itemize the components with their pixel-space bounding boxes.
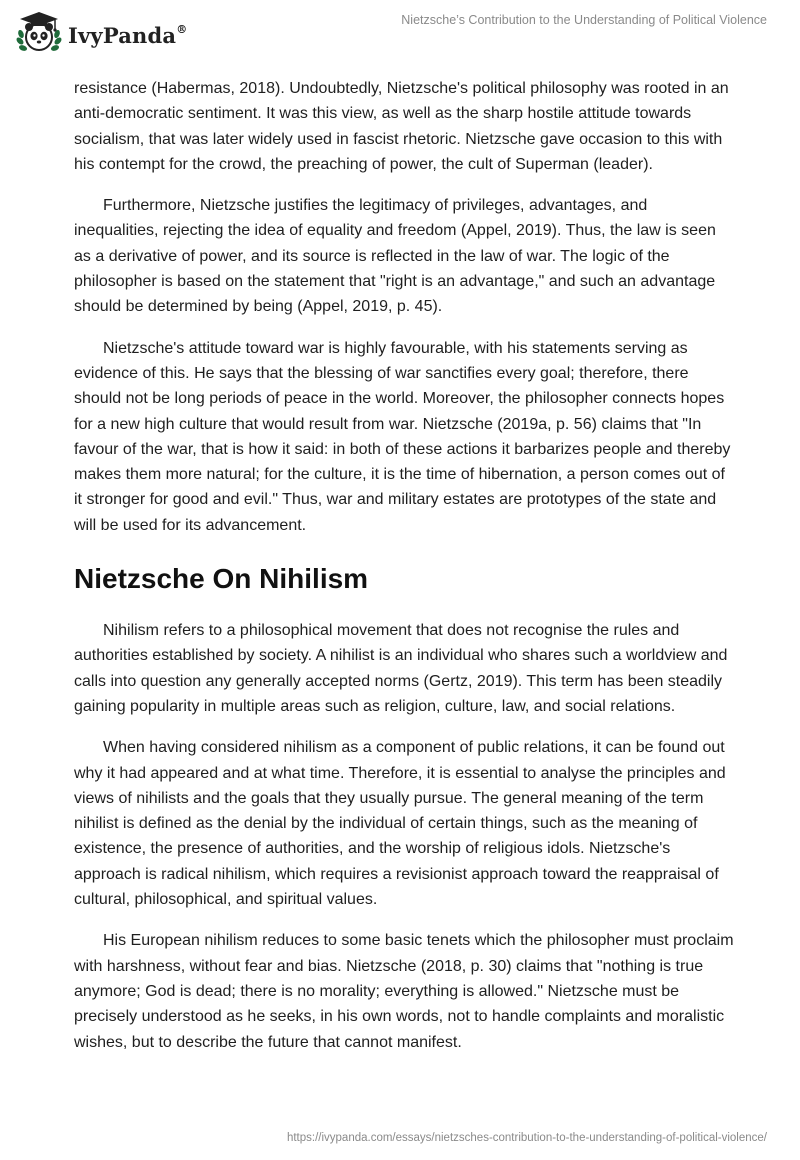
paragraph: Nietzsche's attitude toward war is highly favourable, with his statements serving as evidence of this. He says that the blessing of war sanctifies every goal; therefore, there should not be long periods of peace in the world. Moreover, the philosopher connects hopes for a new high culture that would result from war. Nietzsche (2019a, p. 56) claims that "In favour of the war, that is how it said: in both of these actions it barbarizes people and thereby makes them more natural; for the culture, it is the time of hibernation, a person comes out of it stronger for good and evil." Thus, war and military estates are prototypes of the state and will be used for its advancement. [74,339,731,534]
paragraph: When having considered nihilism as a component of public relations, it can be found out why it had appeared and at what time. Therefore, it is essential to analyse the principles and views of nihilists and the goals that they usually pursue. The general meaning of the term nihilist is defined as the denial by the individual of certain things, such as the meaning of existence, the presence of authorities, and the worship of religious idols. Nietzsche's approach is radical nihilism, which requires a revisionist approach toward the reappraisal of cultural, philosophical, and spiritual values. [74,739,726,909]
source-url[interactable]: https://ivypanda.com/essays/nietzsches-contribution-to-the-understanding-of-political-violence/ [286,1132,767,1144]
paragraph: Nihilism refers to a philosophical movement that does not recognise the rules and authorities established by society. A nihilist is an individual who shares such a worldview and calls into question any generally accepted norms (Gertz, 2019). This term has been steadily gaining popularity in multiple areas such as religion, culture, law, and social relations. [74,622,728,715]
essay-content [74,76,734,1071]
ivypanda-logo[interactable] [14,8,187,58]
registered-mark: ® [176,22,188,36]
document-title: Nietzsche’s Contribution to the Understanding of Political Violence [401,13,767,27]
paragraph: Furthermore, Nietzsche justifies the legitimacy of privileges, advantages, and inequalities, rejecting the idea of equality and freedom (Appel, 2019). Thus, the law is seen as a derivative of power, and its source is reflected in the law of war. The logic of the philosopher is based on the statement that "right is an advantage," and such an advantage should be determined by being (Appel, 2019, p. 45). [74,197,716,316]
page-header [0,0,800,70]
paragraph: His European nihilism reduces to some basic tenets which the philosopher must proclaim with harshness, without fear and bias. Nietzsche (2018, p. 30) claims that "nothing is true anymore; God is dead; there is no morality; everything is allowed." Nietzsche must be precisely understood as he seeks, in his own words, not to handle complaints and moralistic wishes, but to describe the future that cannot manifest. [74,932,734,1051]
logo-text [68,23,187,48]
logo-wordmark: IvyPanda [68,22,177,48]
paragraph: resistance (Habermas, 2018). Undoubtedly, Nietzsche's political philosophy was rooted in an anti-democratic sentiment. It was this view, as well as the sharp hostile attitude towards socialism, that was later widely used in fascist rhetoric. Nietzsche gave occasion to this with his contempt for the crowd, the preaching of power, the cult of Superman (leader). [74,80,729,173]
panda-graduate-icon [14,8,64,58]
section-heading: Nietzsche On Nihilism [74,563,369,595]
